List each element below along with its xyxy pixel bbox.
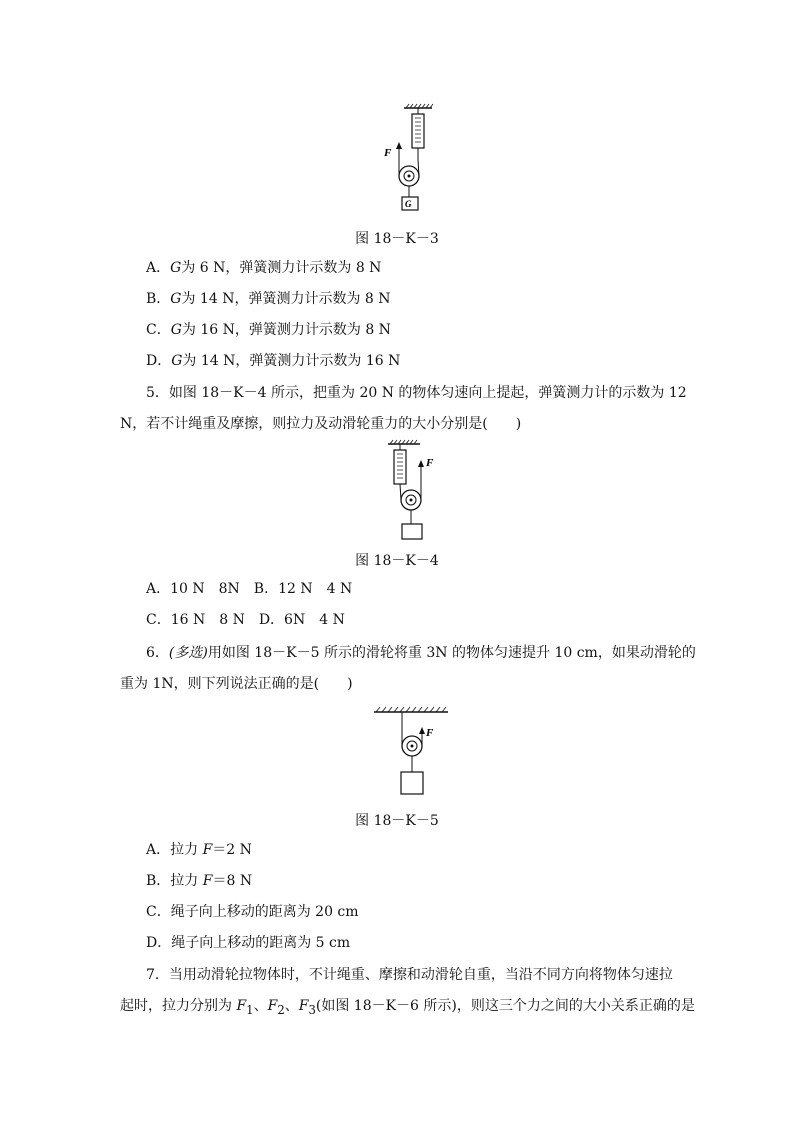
multi-choice-tag: (多选) [168, 645, 208, 661]
q4-option-b: B．G为 14 N，弹簧测力计示数为 8 N [146, 291, 391, 307]
q5-options-line-2: C．16 N 8 N D．6N 4 N [146, 612, 345, 628]
q4-option-c: C．G为 16 N，弹簧测力计示数为 8 N [146, 322, 391, 338]
q5-stem-line-1: 5．如图 18－K－4 所示，把重为 20 N 的物体匀速向上提起，弹簧测力计的示数为 12 [146, 385, 687, 401]
q4-option-a: A．G为 6 N，弹簧测力计示数为 8 N [146, 260, 382, 276]
figure-18-k-5 [372, 702, 452, 802]
q6-option-c: C．绳子向上移动的距离为 20 cm [146, 904, 359, 920]
figure-5-force-label: F [426, 727, 434, 739]
q4-option-d: D．G为 14 N，弹簧测力计示数为 16 N [146, 353, 401, 369]
figure-3-force-label: F [384, 147, 392, 159]
q6-option-a: A．拉力 F＝2 N [146, 842, 252, 858]
figure-caption-18-k-5: 图 18－K－5 [355, 813, 439, 829]
figure-4-force-label: F [426, 457, 434, 469]
q6-stem-line-2: 重为 1N，则下列说法正确的是( ) [120, 676, 353, 692]
q5-options-line-1: A．10 N 8N B．12 N 4 N [146, 581, 353, 597]
figure-18-k-3 [380, 102, 440, 212]
figure-caption-18-k-3: 图 18－K－3 [355, 231, 439, 247]
q5-stem-line-2: N，若不计绳重及摩擦，则拉力及动滑轮重力的大小分别是( ) [120, 416, 522, 432]
q6-option-b: B．拉力 F＝8 N [146, 873, 253, 889]
figure-3-weight-label: G [405, 199, 412, 209]
q6-option-d: D．绳子向上移动的距离为 5 cm [146, 935, 351, 951]
figure-18-k-4 [380, 438, 440, 542]
q7-stem-line-1: 7．当用动滑轮拉物体时，不计绳重、摩擦和动滑轮自重，当沿不同方向将物体匀速拉 [146, 967, 673, 983]
q6-stem-line-1: 6．(多选)用如图 18－K－5 所示的滑轮将重 3N 的物体匀速提升 10 cm，如果动滑轮的 [146, 645, 696, 661]
figure-caption-18-k-4: 图 18－K－4 [355, 553, 439, 569]
q7-stem-line-2: 起时，拉力分别为 $F_1$、$F_2$、$F_3$(如图 18－K－6 所示)，则这三个力之间的大小关系正确的是 [120, 998, 695, 1017]
